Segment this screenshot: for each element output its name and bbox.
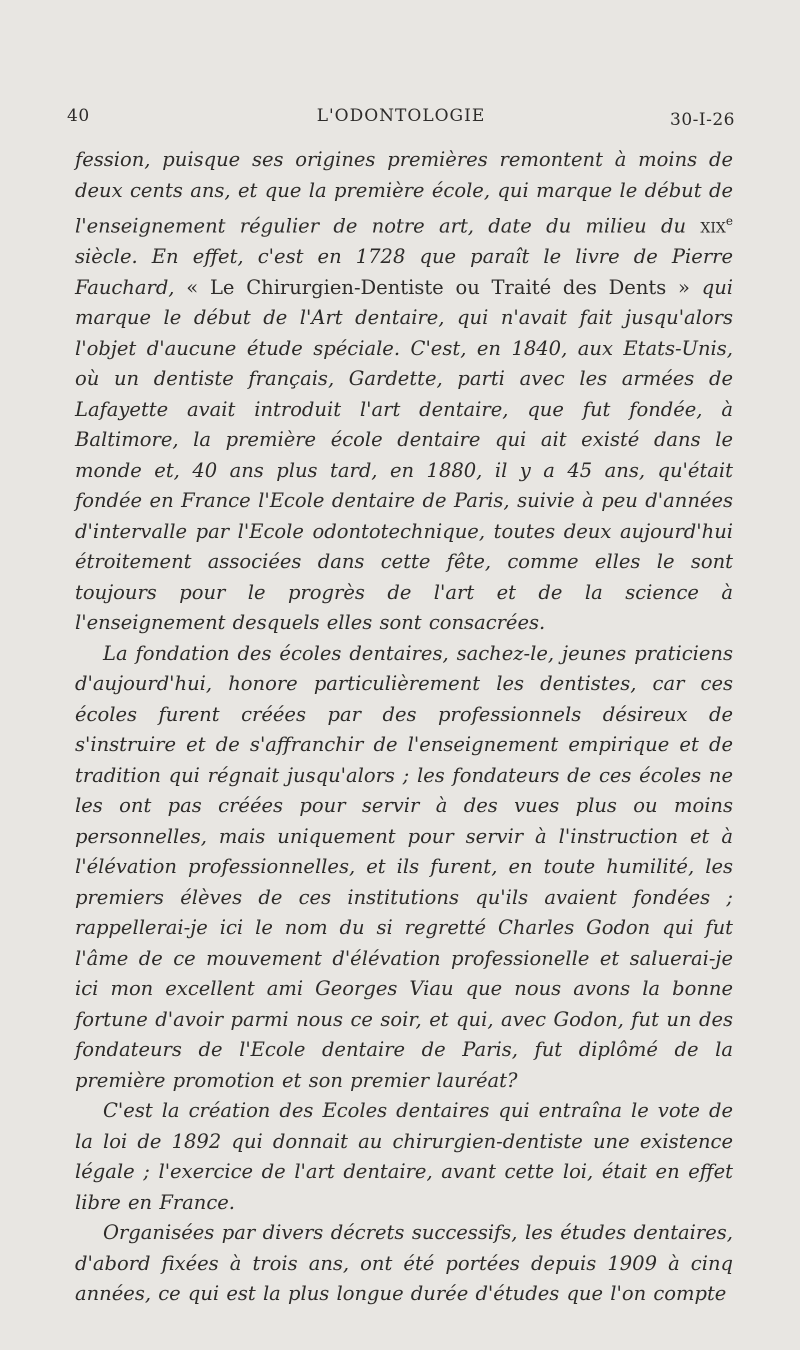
text-segment: La fondation des écoles dentaires, sachez-le, jeunes praticiens d'aujourd'hui, honore particulièrement les dentistes, car ces écoles furent créées par des professionnels désireux de s'instruire et de s'affranchir de l'enseignement empirique et de tradition qui régnait jusqu'alors ; les fondateurs de ces écoles ne les ont pas créées pour servir à des vues plus ou moins personnelles, mais uniquement pour servir à l'instruction et à l'élévation professionnelles, et ils furent, en toute humilité, les premiers élèves de ces institutions qu'ils avaient fondées ; rappellerai-je ici le nom du si regretté Charles Godon qui fut l'âme de ce mouvement d'élévation professionelle et saluerai-je ici mon excellent ami Georges Viau que nous avons la bonne fortune d'avoir parmi nous ce soir, et qui, avec Godon, fut un des fondateurs de l'Ecole dentaire de Paris, fut diplômé de la première promotion et son premier lauréat? — [75, 641, 733, 1092]
paragraph — [75, 639, 733, 1097]
text-segment: fession, puisque ses origines premières remontent à moins de deux cents ans, et que la première école, qui marque le début de l'enseignement régulier de notre art, date du milieu du — [75, 148, 733, 238]
text-segment: Organisées par divers décrets successifs, les études dentaires, d'abord fixées à trois ans, ont été portées depuis 1909 à cinq années, ce qui est la plus longue durée d'études que l'on compte — [75, 1221, 733, 1305]
paragraph — [75, 145, 733, 639]
text-segment: xix — [700, 214, 726, 238]
page-header — [67, 106, 735, 136]
issue-date: 30-I-26 — [670, 110, 735, 130]
page-number: 40 — [67, 106, 90, 126]
text-segment: e — [725, 214, 733, 228]
paragraph — [75, 1096, 733, 1218]
running-title: L'ODONTOLOGIE — [316, 106, 486, 126]
text-segment: qui marque le début de l'Art dentaire, qui n'avait fait jusqu'alors l'objet d'aucune étude spéciale. C'est, en 1840, aux Etats-Unis, où un dentiste français, Gardette, parti avec les armées de Lafayette avait introduit l'art dentaire, que fut fondée, à Baltimore, la première école dentaire qui ait existé dans le monde et, 40 ans plus tard, en 1880, il y a 45 ans, qu'était fondée en France l'Ecole dentaire de Paris, suivie à peu d'années d'intervalle par l'Ecole odontotechnique, toutes deux aujourd'hui étroitement associées dans cette fête, comme elles le sont toujours pour le progrès de l'art et de la science à l'enseignement desquels elles sont consacrées. — [75, 275, 733, 634]
text-segment: C'est la création des Ecoles dentaires qui entraîna le vote de la loi de 1892 qui donnait au chirurgien-dentiste une existence légale ; l'exercice de l'art dentaire, avant cette loi, était en effet libre en France. — [75, 1099, 733, 1214]
paragraph — [75, 1218, 733, 1310]
text-segment: siècle. En effet, c'est en 1728 que paraît le livre de Pierre Fauchard, — [75, 245, 733, 299]
article-body — [75, 145, 733, 1310]
text-segment: « Le Chirurgien-Dentiste ou Traité des Dents » — [186, 275, 690, 299]
